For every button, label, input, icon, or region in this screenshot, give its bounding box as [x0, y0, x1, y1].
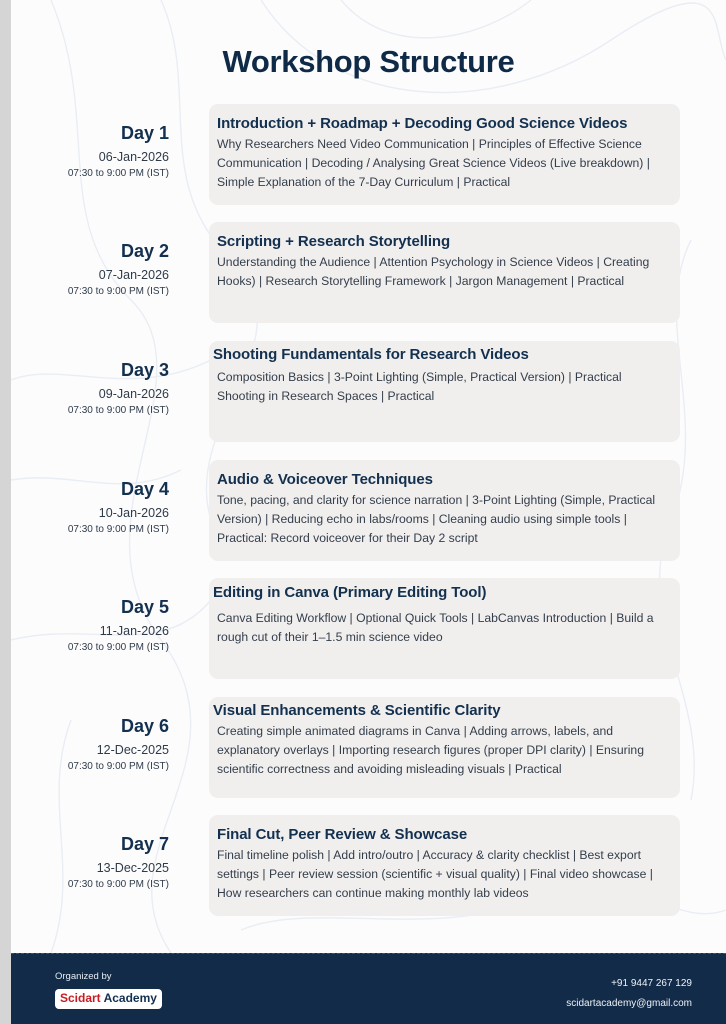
day-time: 07:30 to 9:00 PM (IST) — [67, 642, 169, 653]
day-date: 11-Jan-2026 — [99, 624, 169, 638]
day-label: Day 1 — [120, 123, 169, 143]
organized-by-label: Organized by — [55, 971, 112, 982]
day-time: 07:30 to 9:00 PM (IST) — [67, 524, 169, 535]
day-date: 10-Jan-2026 — [98, 506, 169, 520]
session-card — [209, 578, 680, 679]
day-meta — [20, 240, 169, 298]
session-topics: Final timeline polish | Add intro/outro | Accuracy & clarity checklist | Best export settings | Peer review session (scientific + visual quality) | Final video showcase | How researchers can continue making monthly lab videos — [217, 848, 653, 900]
day-row — [0, 104, 726, 206]
day-time: 07:30 to 9:00 PM (IST) — [67, 168, 169, 179]
day-meta — [20, 359, 169, 417]
session-title: Visual Enhancements & Scientific Clarity — [213, 702, 501, 719]
page-title: Workshop Structure — [222, 44, 515, 79]
brand-name-primary: Scidart — [60, 991, 101, 1005]
day-label: Day 6 — [120, 716, 169, 736]
session-title: Audio & Voiceover Techniques — [217, 471, 433, 488]
day-meta — [20, 596, 169, 654]
day-row — [0, 815, 726, 917]
day-row — [0, 578, 726, 680]
session-card — [209, 460, 680, 561]
day-meta — [20, 122, 169, 180]
session-card — [209, 341, 680, 442]
session-title: Scripting + Research Storytelling — [217, 233, 451, 250]
day-date: 12-Dec-2025 — [96, 743, 169, 757]
day-row — [0, 341, 726, 443]
session-topics: Understanding the Audience | Attention Psychology in Science Videos | Creating Hooks) | Research Storytelling Framework | Jargon Management | Practical — [217, 255, 650, 288]
footer — [11, 953, 726, 1024]
contact-phone: +91 9447 267 129 — [611, 978, 692, 989]
day-row — [0, 697, 726, 799]
session-title: Shooting Fundamentals for Research Videos — [213, 346, 529, 363]
contact-email: scidartacademy@gmail.com — [566, 998, 692, 1009]
session-topics: Composition Basics | 3-Point Lighting (Simple, Practical Version) | Practical Shooting in Research Spaces | Practical — [217, 370, 622, 403]
session-topics: Tone, pacing, and clarity for science narration | 3-Point Lighting (Simple, Practical Version) | Reducing echo in labs/rooms | Cleaning audio using simple tools | Practical: Record voiceover for their Day 2 script — [217, 493, 656, 545]
day-time: 07:30 to 9:00 PM (IST) — [67, 286, 169, 297]
session-title: Editing in Canva (Primary Editing Tool) — [213, 584, 487, 601]
day-meta — [20, 478, 169, 536]
day-time: 07:30 to 9:00 PM (IST) — [67, 405, 169, 416]
session-topics: Creating simple animated diagrams in Canva | Adding arrows, labels, and explanatory overlays | Importing research figures (proper DPI clarity) | Ensuring scientific correctness and avoiding misleading visuals | Practical — [217, 724, 644, 776]
session-card — [209, 222, 680, 323]
day-meta — [20, 715, 169, 773]
day-time: 07:30 to 9:00 PM (IST) — [67, 879, 169, 890]
session-title: Introduction + Roadmap + Decoding Good Science Videos — [217, 115, 628, 132]
brand-name-secondary: Academy — [100, 991, 157, 1005]
day-label: Day 2 — [120, 241, 169, 261]
session-topics: Why Researchers Need Video Communication | Principles of Effective Science Communication | Decoding / Analysing Great Science Videos (Live breakdown) | Simple Explanation of the 7-Day Curriculum | Practical — [217, 137, 650, 189]
session-card — [209, 697, 680, 798]
session-card — [209, 815, 680, 916]
day-time: 07:30 to 9:00 PM (IST) — [67, 761, 169, 772]
session-topics: Canva Editing Workflow | Optional Quick Tools | LabCanvas Introduction | Build a rough cut of their 1–1.5 min science video — [217, 611, 654, 644]
session-card — [209, 104, 680, 205]
day-label: Day 7 — [120, 834, 169, 854]
day-row — [0, 460, 726, 562]
session-title: Final Cut, Peer Review & Showcase — [217, 826, 468, 843]
day-date: 13-Dec-2025 — [96, 861, 169, 875]
brand-logo — [55, 989, 162, 1009]
day-label: Day 3 — [120, 360, 169, 380]
day-row — [0, 222, 726, 324]
day-date: 07-Jan-2026 — [98, 268, 169, 282]
day-meta — [20, 833, 169, 891]
day-date: 06-Jan-2026 — [98, 150, 169, 164]
day-label: Day 4 — [120, 479, 169, 499]
day-date: 09-Jan-2026 — [98, 387, 169, 401]
day-label: Day 5 — [120, 597, 169, 617]
